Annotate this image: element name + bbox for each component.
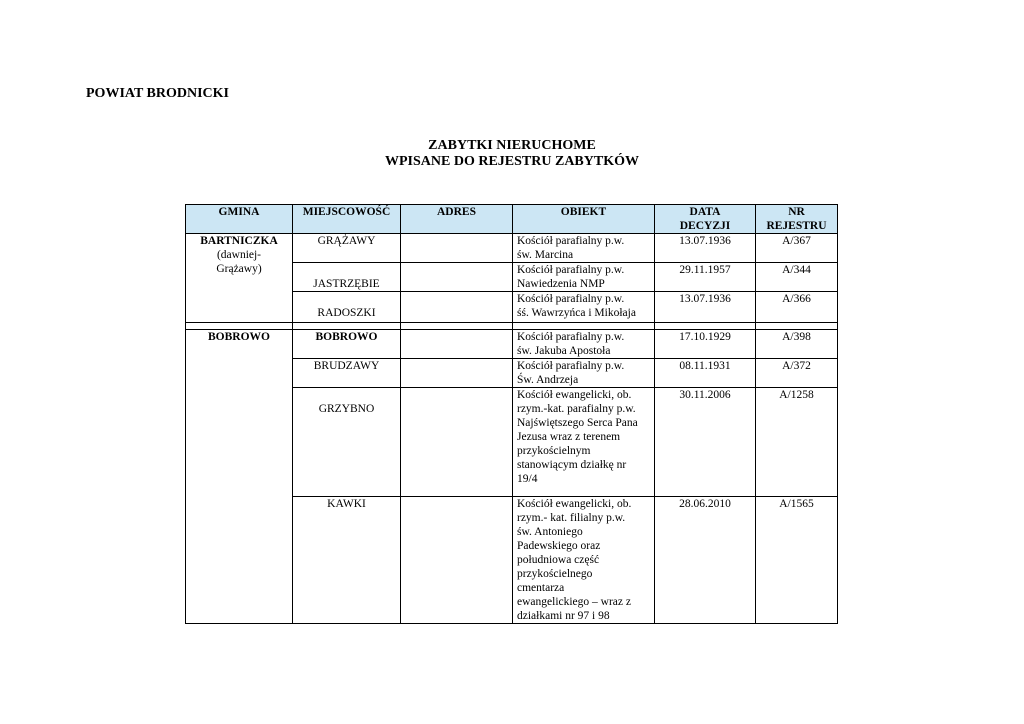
object-cell — [513, 497, 655, 624]
date-cell: 13.07.1936 — [655, 292, 756, 323]
col-header-data — [655, 205, 756, 234]
object-line: przykościelnego — [517, 568, 593, 580]
date-cell: 28.06.2010 — [655, 497, 756, 624]
object-line: św. Marcina — [517, 249, 574, 261]
register-table — [185, 204, 838, 624]
nr-cell: A/398 — [756, 330, 838, 359]
object-line: Kościół ewangelicki, ob. — [517, 389, 632, 401]
nr-cell: A/366 — [756, 292, 838, 323]
object-line: Kościół parafialny p.w. — [517, 293, 625, 305]
gmina-note: (dawniej- — [216, 249, 262, 261]
object-line: cmentarza — [517, 582, 565, 594]
object-line: 19/4 — [517, 473, 538, 485]
col-header-obiekt: OBIEKT — [513, 205, 655, 234]
object-cell — [513, 292, 655, 323]
gmina-name: BOBROWO — [208, 331, 270, 343]
object-line: rzym.- kat. filialny p.w. — [517, 512, 626, 524]
gmina-note: Grążawy) — [216, 263, 262, 275]
nr-cell: A/372 — [756, 359, 838, 388]
gmina-cell — [186, 330, 293, 624]
object-line: śś. Wawrzyńca i Mikołaja — [517, 307, 636, 319]
object-line: południowa część — [517, 554, 600, 566]
place-name: JASTRZĘBIE — [313, 278, 380, 290]
address-cell — [401, 263, 513, 292]
address-cell — [401, 359, 513, 388]
col-header-adres: ADRES — [401, 205, 513, 234]
object-line: św. Antoniego — [517, 526, 583, 538]
place-name: GRZYBNO — [318, 403, 375, 415]
place-cell: GRĄŻAWY — [293, 234, 401, 263]
object-line: działkami nr 97 i 98 — [517, 610, 610, 622]
col-header-nr-line1: NR — [788, 206, 805, 218]
address-cell — [401, 234, 513, 263]
address-cell — [401, 330, 513, 359]
date-cell: 08.11.1931 — [655, 359, 756, 388]
object-line: Nawiedzenia NMP — [517, 278, 605, 290]
title-line-1: ZABYTKI NIERUCHOME — [428, 138, 596, 153]
table-row — [186, 234, 838, 263]
address-cell — [401, 497, 513, 624]
document-title — [0, 138, 1024, 170]
date-cell: 30.11.2006 — [655, 388, 756, 497]
place-cell: BOBROWO — [293, 330, 401, 359]
address-cell — [401, 292, 513, 323]
nr-cell: A/1258 — [756, 388, 838, 497]
date-cell: 13.07.1936 — [655, 234, 756, 263]
object-line: Jezusa wraz z terenem — [517, 431, 621, 443]
object-cell — [513, 359, 655, 388]
object-line: św. Jakuba Apostoła — [517, 345, 611, 357]
object-line: Kościół parafialny p.w. — [517, 235, 625, 247]
place-cell: KAWKI — [293, 497, 401, 624]
object-cell — [513, 330, 655, 359]
col-header-data-line2: DECYZJI — [679, 220, 731, 232]
object-line: przykościelnym — [517, 445, 591, 457]
object-line: Św. Andrzeja — [517, 374, 579, 386]
col-header-nr-line2: REJESTRU — [766, 220, 827, 232]
object-line: rzym.-kat. parafialny p.w. — [517, 403, 636, 415]
object-line: Kościół ewangelicki, ob. — [517, 498, 632, 510]
title-line-2: WPISANE DO REJESTRU ZABYTKÓW — [385, 154, 639, 169]
object-cell — [513, 263, 655, 292]
place-cell — [293, 263, 401, 292]
object-cell — [513, 388, 655, 497]
date-cell: 17.10.1929 — [655, 330, 756, 359]
nr-cell: A/344 — [756, 263, 838, 292]
place-cell — [293, 388, 401, 497]
separator-row — [186, 323, 838, 330]
place-name: RADOSZKI — [317, 307, 376, 319]
col-header-data-line1: DATA — [689, 206, 721, 218]
col-header-gmina: GMINA — [186, 205, 293, 234]
object-line: stanowiącym działkę nr — [517, 459, 627, 471]
gmina-cell — [186, 234, 293, 323]
object-line: Padewskiego oraz — [517, 540, 601, 552]
col-header-nr — [756, 205, 838, 234]
object-cell — [513, 234, 655, 263]
place-cell: BRUDZAWY — [293, 359, 401, 388]
col-header-miejscowosc: MIEJSCOWOŚĆ — [293, 205, 401, 234]
gmina-name: BARTNICZKA — [200, 235, 278, 247]
object-line: Kościół parafialny p.w. — [517, 331, 625, 343]
date-cell: 29.11.1957 — [655, 263, 756, 292]
object-line: ewangelickiego – wraz z — [517, 596, 631, 608]
place-cell — [293, 292, 401, 323]
address-cell — [401, 388, 513, 497]
nr-cell: A/367 — [756, 234, 838, 263]
county-heading: POWIAT BRODNICKI — [86, 86, 230, 101]
object-line: Najświętszego Serca Pana — [517, 417, 638, 429]
table-header-row — [186, 205, 838, 234]
table-row — [186, 330, 838, 359]
nr-cell: A/1565 — [756, 497, 838, 624]
object-line: Kościół parafialny p.w. — [517, 360, 625, 372]
object-line: Kościół parafialny p.w. — [517, 264, 625, 276]
